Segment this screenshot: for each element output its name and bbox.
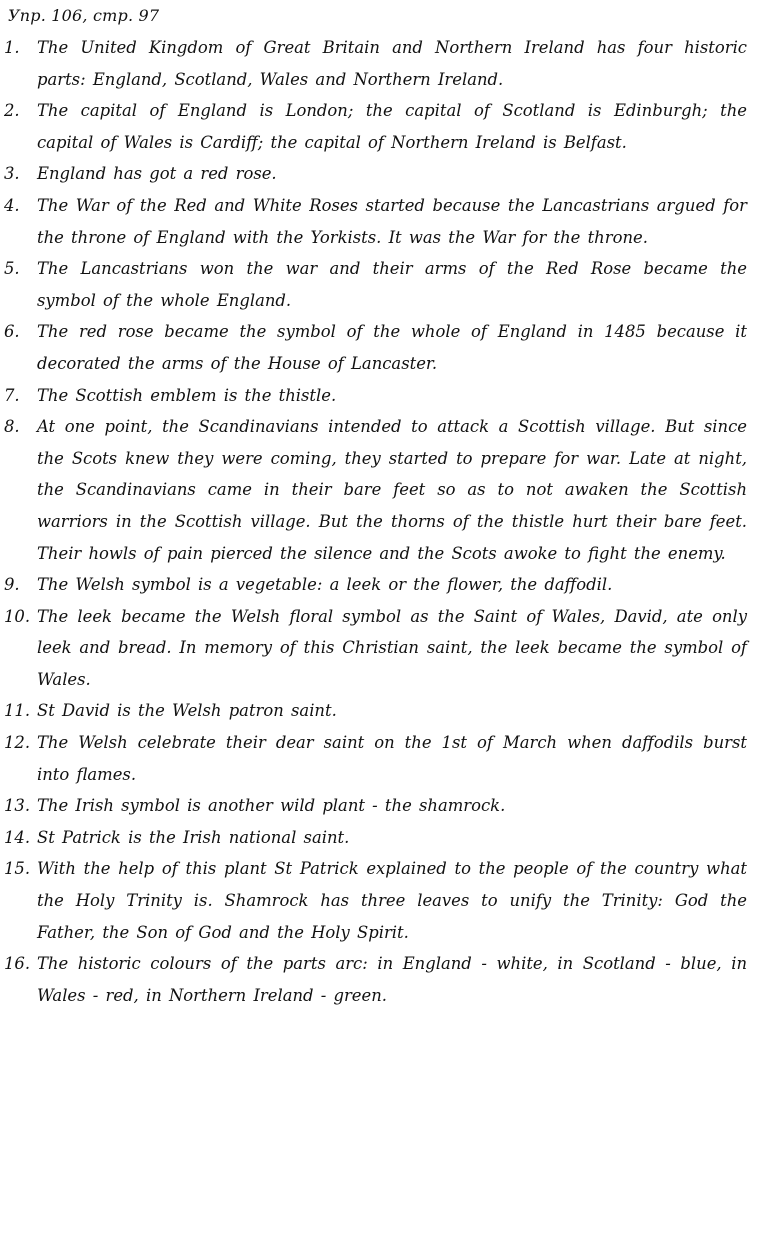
answer-text: At one point, the Scandinavians intended to attack a Scottish village. But since the Scots knew they were coming, they started to prepare for war. Late at night, the Scandinavians came in their bare feet so as to not awaken the Scottish warriors in the Scottish village. But the thorns of the thistle hurt their bare feet. Their howls of pain pierced the silence and the Scots awoke to fight the enemy. xyxy=(37,417,747,563)
answer-text: England has got a red rose. xyxy=(37,164,277,184)
answer-list xyxy=(4,32,747,1011)
answer-item-16 xyxy=(4,948,747,1011)
answer-item-13 xyxy=(4,790,747,822)
answer-number: 3. xyxy=(4,164,20,184)
answer-item-4 xyxy=(4,190,747,253)
answer-text: St Patrick is the Irish national saint. xyxy=(37,827,350,847)
answer-number: 10. xyxy=(4,606,31,626)
answer-item-1 xyxy=(4,32,747,95)
exercise-heading: Упр. 106, стр. 97 xyxy=(8,6,160,25)
answer-item-12 xyxy=(4,727,747,790)
answer-item-10 xyxy=(4,601,747,696)
answer-item-5 xyxy=(4,253,747,316)
answer-number: 13. xyxy=(4,796,31,816)
answer-number: 9. xyxy=(4,575,20,595)
answer-number: 8. xyxy=(4,417,20,437)
answer-number: 16. xyxy=(4,954,31,974)
answer-text: The Irish symbol is another wild plant - the shamrock. xyxy=(37,796,506,816)
answer-text: The Welsh symbol is a vegetable: a leek or the flower, the daffodil. xyxy=(37,575,613,595)
answer-item-7 xyxy=(4,380,747,412)
answer-text: With the help of this plant St Patrick explained to the people of the country what the Holy Trinity is. Shamrock has three leaves to unify the Trinity: God the Father, the Son of God and the Holy Spirit. xyxy=(37,859,747,942)
answer-number: 6. xyxy=(4,322,20,342)
answer-text: The Lancastrians won the war and their arms of the Red Rose became the symbol of the whole England. xyxy=(37,259,747,310)
answer-text: The Welsh celebrate their dear saint on the 1st of March when daffodils burst into flames. xyxy=(37,733,747,784)
answer-text: The leek became the Welsh floral symbol as the Saint of Wales, David, ate only leek and bread. In memory of this Christian saint, the leek became the symbol of Wales. xyxy=(37,606,747,689)
answer-number: 2. xyxy=(4,101,20,121)
answer-number: 7. xyxy=(4,385,20,405)
answer-text: The Scottish emblem is the thistle. xyxy=(37,385,337,405)
answer-number: 11. xyxy=(4,701,31,721)
answer-number: 12. xyxy=(4,733,31,753)
answer-text: The red rose became the symbol of the whole of England in 1485 because it decorated the arms of the House of Lancaster. xyxy=(37,322,747,373)
answer-item-14 xyxy=(4,822,747,854)
answer-item-6 xyxy=(4,316,747,379)
answer-text: The United Kingdom of Great Britain and Northern Ireland has four historic parts: England, Scotland, Wales and Northern Ireland. xyxy=(37,38,747,89)
answer-item-11 xyxy=(4,695,747,727)
answer-number: 1. xyxy=(4,38,20,57)
answer-number: 14. xyxy=(4,827,31,847)
answer-item-15 xyxy=(4,853,747,948)
answer-item-9 xyxy=(4,569,747,601)
answer-text: The War of the Red and White Roses started because the Lancastrians argued for the throne of England with the Yorkists. It was the War for the throne. xyxy=(37,195,747,247)
answer-item-3 xyxy=(4,158,747,190)
answer-item-8 xyxy=(4,411,747,569)
answer-number: 4. xyxy=(4,195,20,215)
answer-text: St David is the Welsh patron saint. xyxy=(37,701,337,721)
answer-text: The historic colours of the parts arc: in England - white, in Scotland - blue, in Wales - red, in Northern Ireland - green. xyxy=(37,954,747,1005)
answer-number: 5. xyxy=(4,259,20,279)
answer-item-2 xyxy=(4,95,747,158)
answer-text: The capital of England is London; the capital of Scotland is Edinburgh; the capital of Wales is Cardiff; the capital of Northern Ireland is Belfast. xyxy=(37,101,747,152)
answer-number: 15. xyxy=(4,859,31,879)
